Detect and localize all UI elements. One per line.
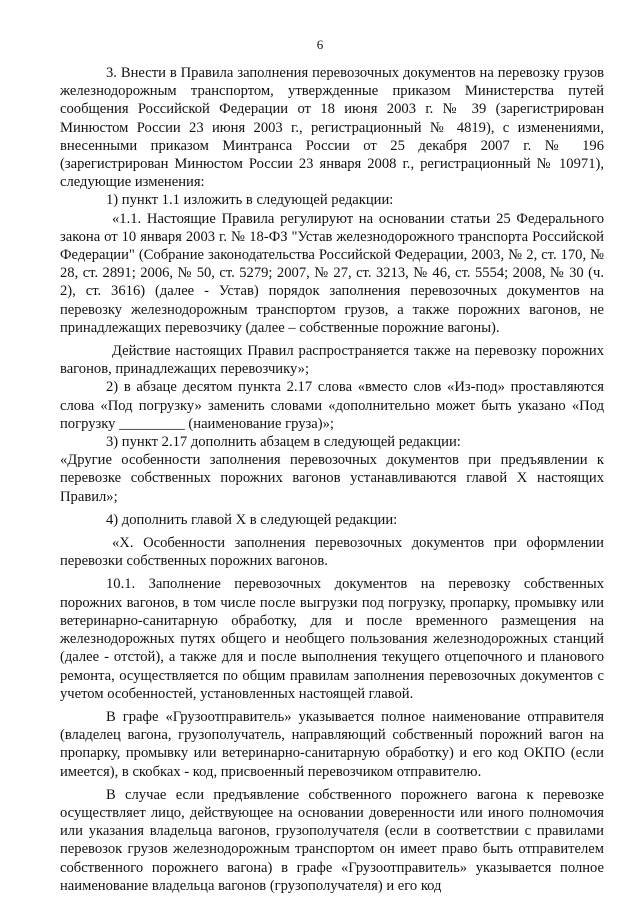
paragraph-subitem-3: 3) пункт 2.17 дополнить абзацем в следующей редакции: [106,434,461,451]
paragraph-proxy-case: В случае если предъявление собственного порожнего вагона к перевозке осуществляет лицо, действующее на основании доверенности или иного полномочия или указания владельца вагонов, грузополучателя (если в соответствии с правилами перевозок грузов железнодорожным транспортом он имеет право быть отправителем собственного порожнего вагона) в графе «Грузоотправитель» указывается полное наименование владельца вагонов (грузополучателя) и его код [60,786,604,894]
paragraph-clause-1-1: «1.1. Настоящие Правила регулируют на основании статьи 25 Федерального закона от 10 января 2003 г. № 18-ФЗ "Устав железнодорожного транспорта Российской Федерации" (Собрание законодательства Российской Федерации, 2003, № 2, ст. 170, № 28, ст. 2891; 2006, № 50, ст. 5279; 2007, № 27, ст. 3213, № 46, ст. 5554; 2008, № 30 (ч. 2), ст. 3616) (далее - Устав) порядок заполнения перевозочных документов на перевозку железнодорожным транспортом грузов, а также порожних вагонов, не принадлежащих перевозчику (далее – собственные порожние вагоны). [60,210,604,336]
paragraph-shipper-field: В графе «Грузоотправитель» указывается полное наименование отправителя (владелец вагона, грузополучатель, направляющий собственный порожний вагон на пропарку, промывку или ветеринарно-санитарную обработку) и его код ОКПО (если имеется), в скобках - код, присвоенный перевозчиком отправителю. [60,708,604,780]
paragraph-clause-1-1-cont: Действие настоящих Правил распространяется также на перевозку порожних вагонов, принадлежащих перевозчику»; [60,343,604,378]
document-body [60,64,604,895]
paragraph-subitem-1: 1) пункт 1.1 изложить в следующей редакции: [106,192,394,209]
paragraph-item-3: 3. Внести в Правила заполнения перевозочных документов на перевозку грузов железнодорожным транспортом, утвержденные приказом Министерства путей сообщения Российской Федерации от 18 июня 2003 г. № 39 (зарегистрирован Минюстом России 23 июня 2003 г., регистрационный № 4819), с изменениями, внесенными приказом Минтранса России от 25 декабря 2007 г. № 196 (зарегистрирован Минюстом России 23 января 2008 г., регистрационный № 10971), следующие изменения: [60,65,604,191]
paragraph-clause-10-1: 10.1. Заполнение перевозочных документов на перевозку собственных порожних вагонов, в том числе после выгрузки под погрузку, пропарку, промывку или ветеринарно-санитарную обработку, для и после временного размещения на железнодорожных путях общего и необщего пользования железнодорожных станций (далее - отстой), а также для и после выполнения текущего отцепочного и планового ремонта, осуществляется по общим правилам заполнения перевозочных документов с учетом особенностей, установленных настоящей главой. [60,576,604,702]
paragraph-subitem-4: 4) дополнить главой X в следующей редакции: [106,511,398,528]
paragraph-subitem-2: 2) в абзаце десятом пункта 2.17 слова «вместо слов «Из-под» проставляются слова «Под погрузку» заменить словами «дополнительно может быть указано «Под погрузку _________ (наименование груза)»; [60,379,604,432]
paragraph-chapter-x-title: «X. Особенности заполнения перевозочных документов при оформлении перевозки собственных порожних вагонов. [60,535,604,570]
page-number: 6 [316,37,324,52]
paragraph-clause-2-17-add: «Другие особенности заполнения перевозочных документов при предъявлении к перевозке собственных порожних вагонов устанавливаются главой X настоящих Правил»; [60,452,604,505]
